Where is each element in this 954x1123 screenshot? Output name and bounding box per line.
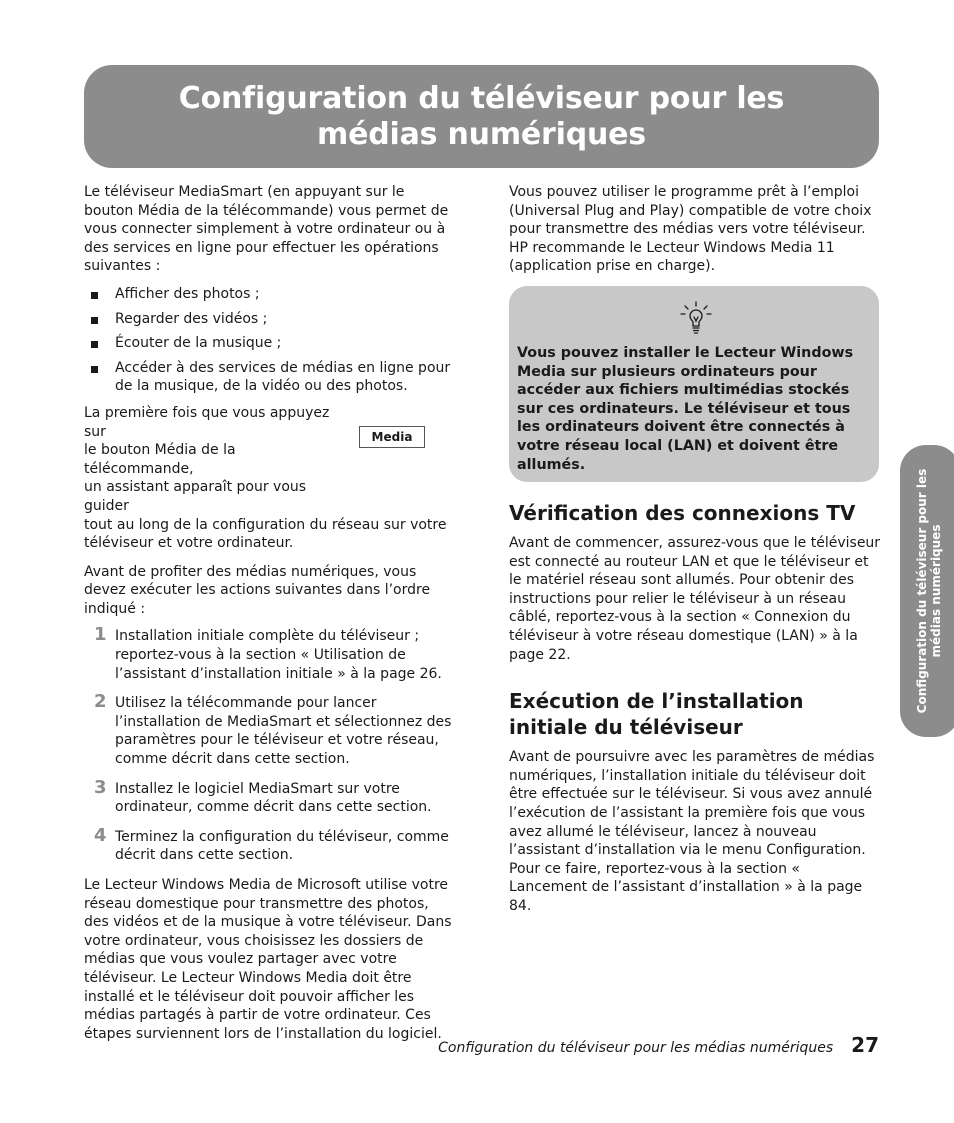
side-tab-text: Configuration du téléviseur pour les médias numériques: [915, 468, 943, 714]
right-intro-recommendation: HP recommande le Lecteur Windows Media 11 (application prise en charge).: [509, 239, 835, 275]
step-item: [84, 624, 452, 683]
lightbulb-icon: [679, 300, 713, 336]
footer-running-title: Configuration du téléviseur pour les médias numériques: [438, 1040, 834, 1056]
step-text: Utilisez la télécommande pour lancer l’installation de MediaSmart et sélectionnez des paramètres pour le téléviseur et votre réseau, comme décrit dans cette section.: [115, 695, 452, 768]
step-item: [84, 691, 452, 768]
media-button-paragraph: [84, 404, 452, 553]
media-paragraph-rest: tout au long de la configuration du réseau sur votre téléviseur et votre ordinateur.: [84, 516, 447, 552]
section-heading-initial-setup: Exécution de l’installation initiale du téléviseur: [509, 689, 804, 740]
media-button-illustration: Media: [359, 426, 425, 448]
step-text: Installation initiale complète du téléviseur ; reportez-vous à la section « Utilisation de l’assistant d’installation initiale » à la page 26.: [115, 628, 442, 682]
side-chapter-tab: [900, 445, 954, 737]
section-heading-connections: Vérification des connexions TV: [509, 500, 856, 525]
step-item: [84, 824, 452, 865]
list-item: Accéder à des services de médias en ligne pour de la musique, de la vidéo ou des photos.: [84, 359, 452, 396]
page-title-line-1: Configuration du téléviseur pour les: [178, 80, 785, 116]
page-number: 27: [851, 1033, 879, 1057]
step-number: 3: [94, 776, 107, 798]
media-paragraph-line: le bouton Média de la télécommande,: [84, 442, 236, 477]
section-body-initial-setup: Avant de poursuivre avec les paramètres de médias numériques, l’installation initiale du téléviseur doit être effectuée sur le téléviseur. Si vous avez annulé l’exécution de l’assistant la première fois que vous avez allumé le téléviseur, lancez à nouveau l’assistant d’installation via le menu Configuration. Pour ce faire, reportez-vous à la section « Lancement de l’assistant d’installation » à la page 84.: [509, 749, 875, 914]
step-text: Installez le logiciel MediaSmart sur votre ordinateur, comme décrit dans cette section.: [115, 780, 432, 816]
before-steps-paragraph: Avant de profiter des médias numériques, vous devez exécuter les actions suivantes dans l’ordre indiqué :: [84, 563, 431, 617]
note-box: [509, 286, 879, 482]
step-number: 4: [94, 824, 107, 846]
left-column: [84, 183, 452, 1052]
page-title-banner: [84, 65, 879, 168]
page-footer: [438, 1033, 879, 1057]
closing-paragraph: Le Lecteur Windows Media de Microsoft utilise votre réseau domestique pour transmettre des photos, des vidéos et de la musique à votre téléviseur. Dans votre ordinateur, vous choisissez les dossiers de médias que vous voulez partager avec votre téléviseur. Le Lecteur Windows Media doit être installé et le téléviseur doit pouvoir afficher les médias partagés à partir de votre ordinateur. Ces étapes surviennent lors de l’installation du logiciel.: [84, 877, 452, 1042]
page-title-line-2: médias numériques: [317, 116, 646, 152]
intro-paragraph: Le téléviseur MediaSmart (en appuyant sur le bouton Média de la télécommande) vous permet de vous connecter simplement à votre ordinateur ou à des services en ligne pour effectuer les opérations suivantes :: [84, 184, 449, 275]
step-number: 2: [94, 691, 107, 713]
list-item: Regarder des vidéos ;: [84, 310, 452, 329]
media-paragraph-line: La première fois que vous appuyez sur: [84, 404, 330, 440]
note-text: Vous pouvez installer le Lecteur Windows Media sur plusieurs ordinateurs pour accéder aux fichiers multimédias stockés sur ces ordinateurs. Le téléviseur et tous les ordinateurs doivent être connectés à votre réseau local (LAN) et doivent être allumés.: [517, 344, 854, 473]
steps-list: [84, 624, 452, 865]
media-paragraph-line: un assistant apparaît pour vous guider: [84, 479, 307, 514]
step-item: [84, 776, 452, 817]
section-body-connections: Avant de commencer, assurez-vous que le téléviseur est connecté au routeur LAN et que le téléviseur et le matériel réseau sont allumés. Pour obtenir des instructions pour relier le téléviseur à un réseau câblé, reportez-vous à la section « Connexion du téléviseur à votre réseau domestique (LAN) » à la page 22.: [509, 534, 881, 663]
right-column: [509, 183, 881, 924]
step-text: Terminez la configuration du téléviseur, comme décrit dans cette section.: [115, 828, 449, 864]
list-item: Afficher des photos ;: [84, 285, 452, 304]
list-item: Écouter de la musique ;: [84, 334, 452, 353]
right-intro-paragraph: Vous pouvez utiliser le programme prêt à l’emploi (Universal Plug and Play) compatible de votre choix pour transmettre des médias vers votre téléviseur.: [509, 184, 872, 238]
step-number: 1: [94, 624, 107, 646]
feature-list: [84, 285, 452, 396]
